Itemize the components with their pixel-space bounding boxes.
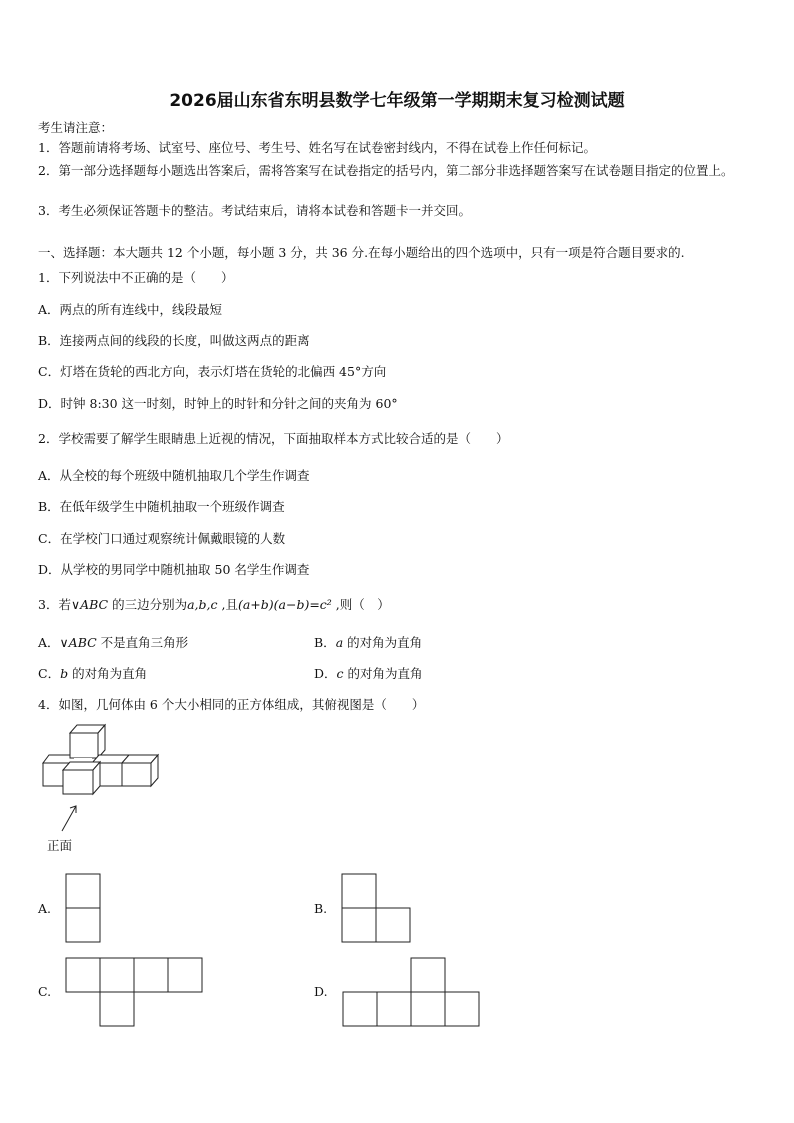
- q4-option-b-label: B.: [314, 901, 328, 916]
- q3-option-a-letter: A．: [38, 635, 60, 650]
- q4-option-d-label: D.: [314, 984, 328, 999]
- question-2-option-a: A．从全校的每个班级中随机抽取几个学生作调查: [38, 468, 310, 483]
- q3-option-a-text: 不是直角三角形: [96, 635, 189, 650]
- q3-option-b-math: a: [335, 635, 344, 650]
- q3-triangle-math: ∨ABC: [70, 597, 109, 612]
- q3-sides-math: a,b,c: [187, 597, 218, 612]
- question-1-option-d: D．时钟 8:30 这一时刻，时钟上的时针和分针之间的夹角为 60°: [38, 396, 398, 411]
- notice-item-2: 2．第一部分选择题每小题选出答案后，需将答案写在试卷指定的括号内，第二部分非选择题答案写在试卷题目指定的位置上。: [38, 163, 734, 178]
- front-view-label: 正面: [47, 838, 73, 853]
- q3-option-a-math: ∨ABC: [59, 635, 97, 650]
- question-4-stem: 4．如图，几何体由 6 个大小相同的正方体组成，其俯视图是（ ）: [38, 697, 425, 712]
- q3-option-c-math: b: [60, 666, 69, 681]
- section-heading: 一、选择题：本大题共 12 个小题，每小题 3 分，共 36 分.在每小题给出的四个选项中，只有一项是符合题目要求的.: [38, 245, 685, 260]
- q4-option-a-label: A.: [38, 901, 52, 916]
- notice-item-3: 3．考生必须保证答题卡的整洁。考试结束后，请将本试卷和答题卡一并交回。: [38, 203, 471, 218]
- notice-item-1: 1．答题前请将考场、试室号、座位号、考生号、姓名写在试卷密封线内，不得在试卷上作任何标记。: [38, 140, 596, 155]
- question-1-option-b: B．连接两点间的线段的长度，叫做这两点的距离: [38, 333, 310, 348]
- q3-option-d-text: 的对角为直角: [343, 666, 423, 681]
- question-1-stem: 1．下列说法中不正确的是（ ）: [38, 270, 234, 285]
- q3-equation-math: (a+b)(a−b)=c²: [237, 597, 332, 612]
- q3-stem-mid: 的三边分别为: [108, 597, 188, 612]
- q3-option-d-math: c: [336, 666, 344, 681]
- q3-option-c-letter: C．: [38, 666, 61, 681]
- q4-option-c-label: C.: [38, 984, 52, 999]
- page-title: 2026届山东省东明县数学七年级第一学期期末复习检测试题: [169, 91, 625, 111]
- q3-stem-suffix: ,则（ ）: [331, 597, 390, 612]
- q3-option-b-letter: B．: [314, 635, 336, 650]
- q3-option-c-text: 的对角为直角: [68, 666, 148, 681]
- q3-stem-mid2: ,且: [217, 597, 238, 612]
- question-2-option-c: C．在学校门口通过观察统计佩戴眼镜的人数: [38, 531, 286, 546]
- q3-stem-prefix: 3．若: [38, 597, 71, 612]
- q3-option-b-text: 的对角为直角: [343, 635, 423, 650]
- question-1-option-c: C．灯塔在货轮的西北方向，表示灯塔在货轮的北偏西 45°方向: [38, 364, 387, 379]
- question-2-option-b: B．在低年级学生中随机抽取一个班级作调查: [38, 499, 285, 514]
- question-1-option-a: A．两点的所有连线中，线段最短: [38, 302, 223, 317]
- notice-heading: 考生请注意：: [38, 120, 114, 135]
- question-2-stem: 2．学校需要了解学生眼睛患上近视的情况，下面抽取样本方式比较合适的是（ ）: [38, 431, 509, 446]
- question-2-option-d: D．从学校的男同学中随机抽取 50 名学生作调查: [38, 562, 310, 577]
- q3-option-d-letter: D．: [314, 666, 337, 681]
